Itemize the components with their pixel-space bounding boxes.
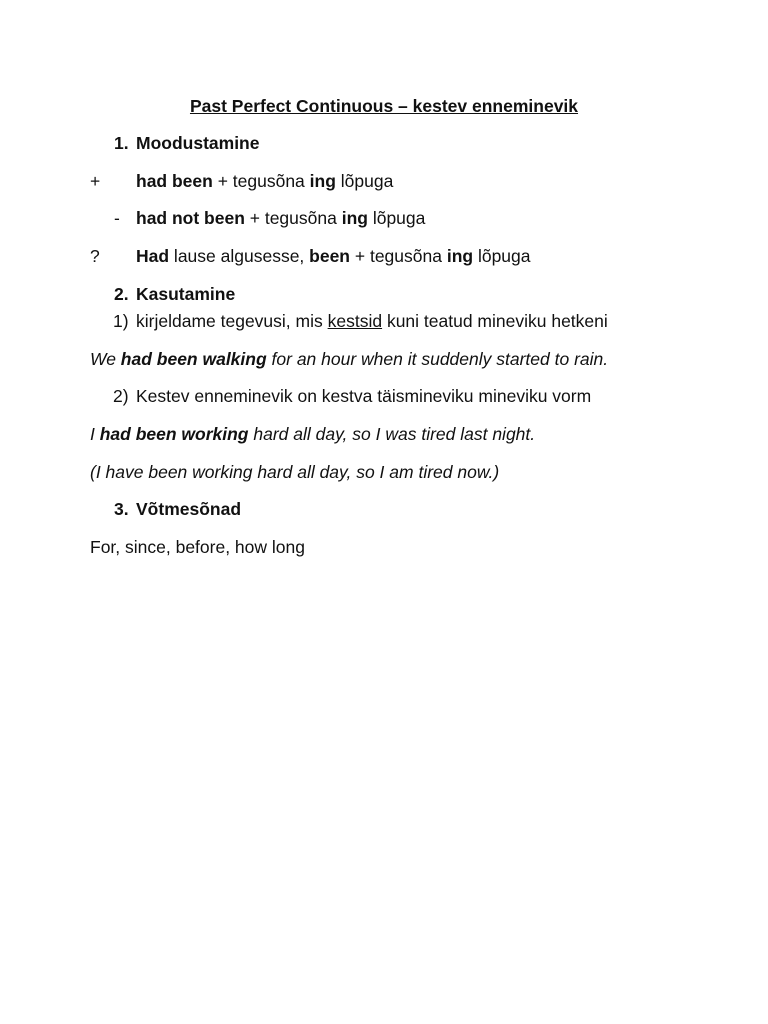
text-fragment: I bbox=[90, 424, 100, 444]
text-fragment: lõpuga bbox=[335, 171, 394, 191]
affirmative-text bbox=[136, 170, 393, 192]
ing-bold: ing bbox=[309, 171, 336, 191]
item-number: 1) bbox=[113, 311, 129, 331]
text-fragment: lause algusesse, bbox=[169, 246, 310, 266]
section-number: 1. bbox=[114, 133, 129, 153]
text-fragment: for an hour when it suddenly started to rain. bbox=[266, 349, 609, 369]
text-fragment: lõpuga bbox=[473, 246, 531, 266]
aux-bold: had not been bbox=[136, 208, 245, 228]
section-heading: Võtmesõnad bbox=[136, 499, 242, 519]
keywords-line: For, since, before, how long bbox=[90, 537, 305, 557]
question-symbol: ? bbox=[90, 246, 100, 266]
example-sentence-3: (I have been working hard all day, so I am tired now.) bbox=[90, 462, 500, 482]
example-bold: had been working bbox=[99, 424, 249, 444]
text-fragment: + tegusõna bbox=[244, 208, 342, 228]
been-bold: been bbox=[309, 246, 351, 266]
text-fragment: lõpuga bbox=[367, 208, 426, 228]
underlined-word: kestsid bbox=[327, 311, 383, 331]
question-text bbox=[136, 245, 531, 267]
section-number: 2. bbox=[114, 284, 129, 304]
item-number: 2) bbox=[113, 386, 129, 406]
item-text bbox=[136, 310, 608, 332]
text-fragment: hard all day, so I was tired last night. bbox=[248, 424, 536, 444]
section-heading: Moodustamine bbox=[136, 133, 260, 153]
text-fragment: + tegusõna bbox=[212, 171, 310, 191]
ing-bold: ing bbox=[341, 208, 368, 228]
section-number: 3. bbox=[114, 499, 129, 519]
text-fragment: + tegusõna bbox=[350, 246, 447, 266]
aux-bold: had been bbox=[136, 171, 213, 191]
page-title: Past Perfect Continuous – kestev enneminevik bbox=[189, 96, 579, 116]
example-sentence-1 bbox=[90, 348, 608, 370]
text-fragment: kuni teatud mineviku hetkeni bbox=[382, 311, 608, 331]
ing-bold: ing bbox=[446, 246, 474, 266]
text-fragment: kirjeldame tegevusi, mis bbox=[136, 311, 328, 331]
example-bold: had been walking bbox=[120, 349, 267, 369]
text-fragment: We bbox=[90, 349, 121, 369]
plus-symbol: + bbox=[90, 171, 101, 191]
aux-bold: Had bbox=[136, 246, 170, 266]
minus-symbol: - bbox=[114, 208, 120, 228]
item-text: Kestev enneminevik on kestva täismineviku mineviku vorm bbox=[136, 386, 592, 406]
negative-text bbox=[136, 207, 425, 229]
section-heading: Kasutamine bbox=[136, 284, 236, 304]
example-sentence-2 bbox=[90, 423, 535, 445]
